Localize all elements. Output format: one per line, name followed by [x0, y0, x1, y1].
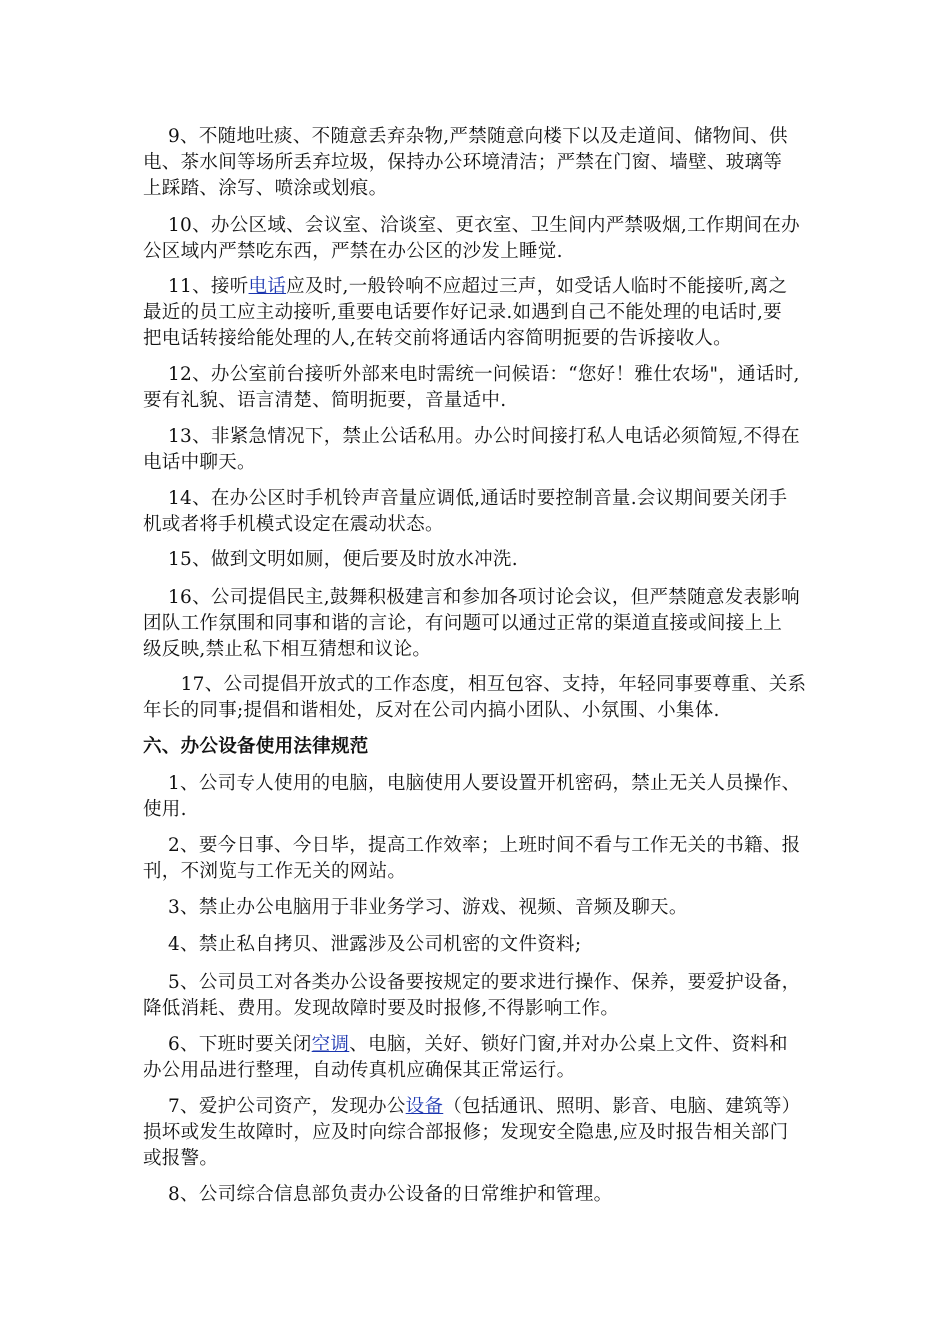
paragraph-rule-11 [143, 274, 811, 352]
text-line: 13、非紧急情况下，禁止公话私用。办公时间接打私人电话必须简短,不得在 [143, 426, 800, 447]
text-line: 9、不随地吐痰、不随意丢弃杂物,严禁随意向楼下以及走道间、储物间、供 [143, 126, 788, 147]
text-run: 6、下班时要关闭 [143, 1034, 312, 1055]
text-line [143, 1032, 811, 1058]
paragraph-rule-12 [143, 362, 811, 414]
paragraph-equipment-2 [143, 833, 811, 885]
paragraph-rule-10 [143, 213, 811, 265]
text-line: 电、茶水间等场所丢弃垃圾，保持办公环境清洁；严禁在门窗、墙壁、玻璃等 [143, 152, 783, 173]
link-equipment[interactable]: 设备 [405, 1096, 444, 1117]
text-line: 机或者将手机模式设定在震动状态。 [143, 514, 444, 535]
text-line: 8、公司综合信息部负责办公设备的日常维护和管理。 [143, 1184, 613, 1205]
text-line: 公区域内严禁吃东西，严禁在办公区的沙发上睡觉. [143, 241, 563, 262]
text-line: 2、要今日事、今日毕，提高工作效率；上班时间不看与工作无关的书籍、报 [143, 835, 801, 856]
text-line: 上踩踏、涂写、喷涂或划痕。 [143, 178, 388, 199]
text-line: 降低消耗、费用。发现故障时要及时报修,不得影响工作。 [143, 998, 620, 1019]
text-line: 损坏或发生故障时，应及时向综合部报修；发现安全隐患,应及时报告相关部门 [143, 1122, 789, 1143]
text-line: 4、禁止私自拷贝、泄露涉及公司机密的文件资料; [143, 934, 582, 955]
text-line: 刊，不浏览与工作无关的网站。 [143, 861, 407, 882]
paragraph-rule-14 [143, 486, 811, 538]
paragraph-rule-16 [143, 585, 811, 663]
paragraph-equipment-8 [143, 1182, 811, 1208]
text-line: 16、公司提倡民主,鼓舞积极建言和参加各项讨论会议，但严禁随意发表影响 [143, 587, 800, 608]
text-run: 、电脑，关好、锁好门窗,并对办公桌上文件、资料和 [349, 1034, 788, 1055]
paragraph-rule-9 [143, 124, 811, 202]
link-phone[interactable]: 电话 [248, 276, 287, 297]
paragraph-rule-17 [143, 672, 811, 724]
text-line: 电话中聊天。 [143, 452, 256, 473]
text-line: 级反映,禁止私下相互猜想和议论。 [143, 639, 432, 660]
text-line: 14、在办公区时手机铃声音量应调低,通话时要控制音量.会议期间要关闭手 [143, 488, 788, 509]
text-line: 17、公司提倡开放式的工作态度，相互包容、支持，年轻同事要尊重、关系 [143, 674, 807, 695]
text-run: 7、爱护公司资产，发现办公 [143, 1096, 406, 1117]
text-line [143, 274, 811, 300]
text-line: 10、办公区域、会议室、洽谈室、更衣室、卫生间内严禁吸烟,工作期间在办 [143, 215, 800, 236]
section-heading: 六、办公设备使用法律规范 [143, 736, 369, 757]
text-line: 办公用品进行整理，自动传真机应确保其正常运行。 [143, 1060, 576, 1081]
text-line: 团队工作氛围和同事和谐的言论，有问题可以通过正常的渠道直接或间接上上 [143, 613, 783, 634]
text-line: 12、办公室前台接听外部来电时需统一问候语：“您好！雅仕农场"，通话时, [143, 364, 800, 385]
text-line: 3、禁止办公电脑用于非业务学习、游戏、视频、音频及聊天。 [143, 897, 688, 918]
paragraph-equipment-4 [143, 932, 811, 958]
text-line: 15、做到文明如厕，便后要及时放水冲洗. [143, 549, 518, 570]
text-line: 年长的同事;提倡和谐相处，反对在公司内搞小团队、小氛围、小集体. [143, 700, 720, 721]
text-line: 或报警。 [143, 1148, 219, 1169]
paragraph-equipment-5 [143, 970, 811, 1022]
text-line: 5、公司员工对各类办公设备要按规定的要求进行操作、保养，要爱护设备， [143, 972, 801, 993]
paragraph-equipment-6 [143, 1032, 811, 1084]
paragraph-rule-15 [143, 547, 811, 573]
text-run: 11、接听 [143, 276, 249, 297]
paragraph-equipment-1 [143, 771, 811, 823]
paragraph-rule-13 [143, 424, 811, 476]
paragraph-equipment-3 [143, 895, 811, 921]
text-line: 最近的员工应主动接听,重要电话要作好记录.如遇到自己不能处理的电话时,要 [143, 302, 782, 323]
text-line: 1、公司专人使用的电脑，电脑使用人要设置开机密码，禁止无关人员操作、 [143, 773, 801, 794]
paragraph-equipment-7 [143, 1094, 811, 1172]
text-line [143, 1094, 811, 1120]
link-air-conditioner[interactable]: 空调 [311, 1034, 350, 1055]
text-line: 使用. [143, 799, 187, 820]
text-run: 应及时,一般铃响不应超过三声，如受话人临时不能接听,离之 [286, 276, 788, 297]
text-run: （包括通讯、照明、影音、电脑、建筑等） [443, 1096, 801, 1117]
text-line: 要有礼貌、语言清楚、简明扼要，音量适中. [143, 390, 507, 411]
text-line: 把电话转接给能处理的人,在转交前将通话内容简明扼要的告诉接收人。 [143, 328, 732, 349]
